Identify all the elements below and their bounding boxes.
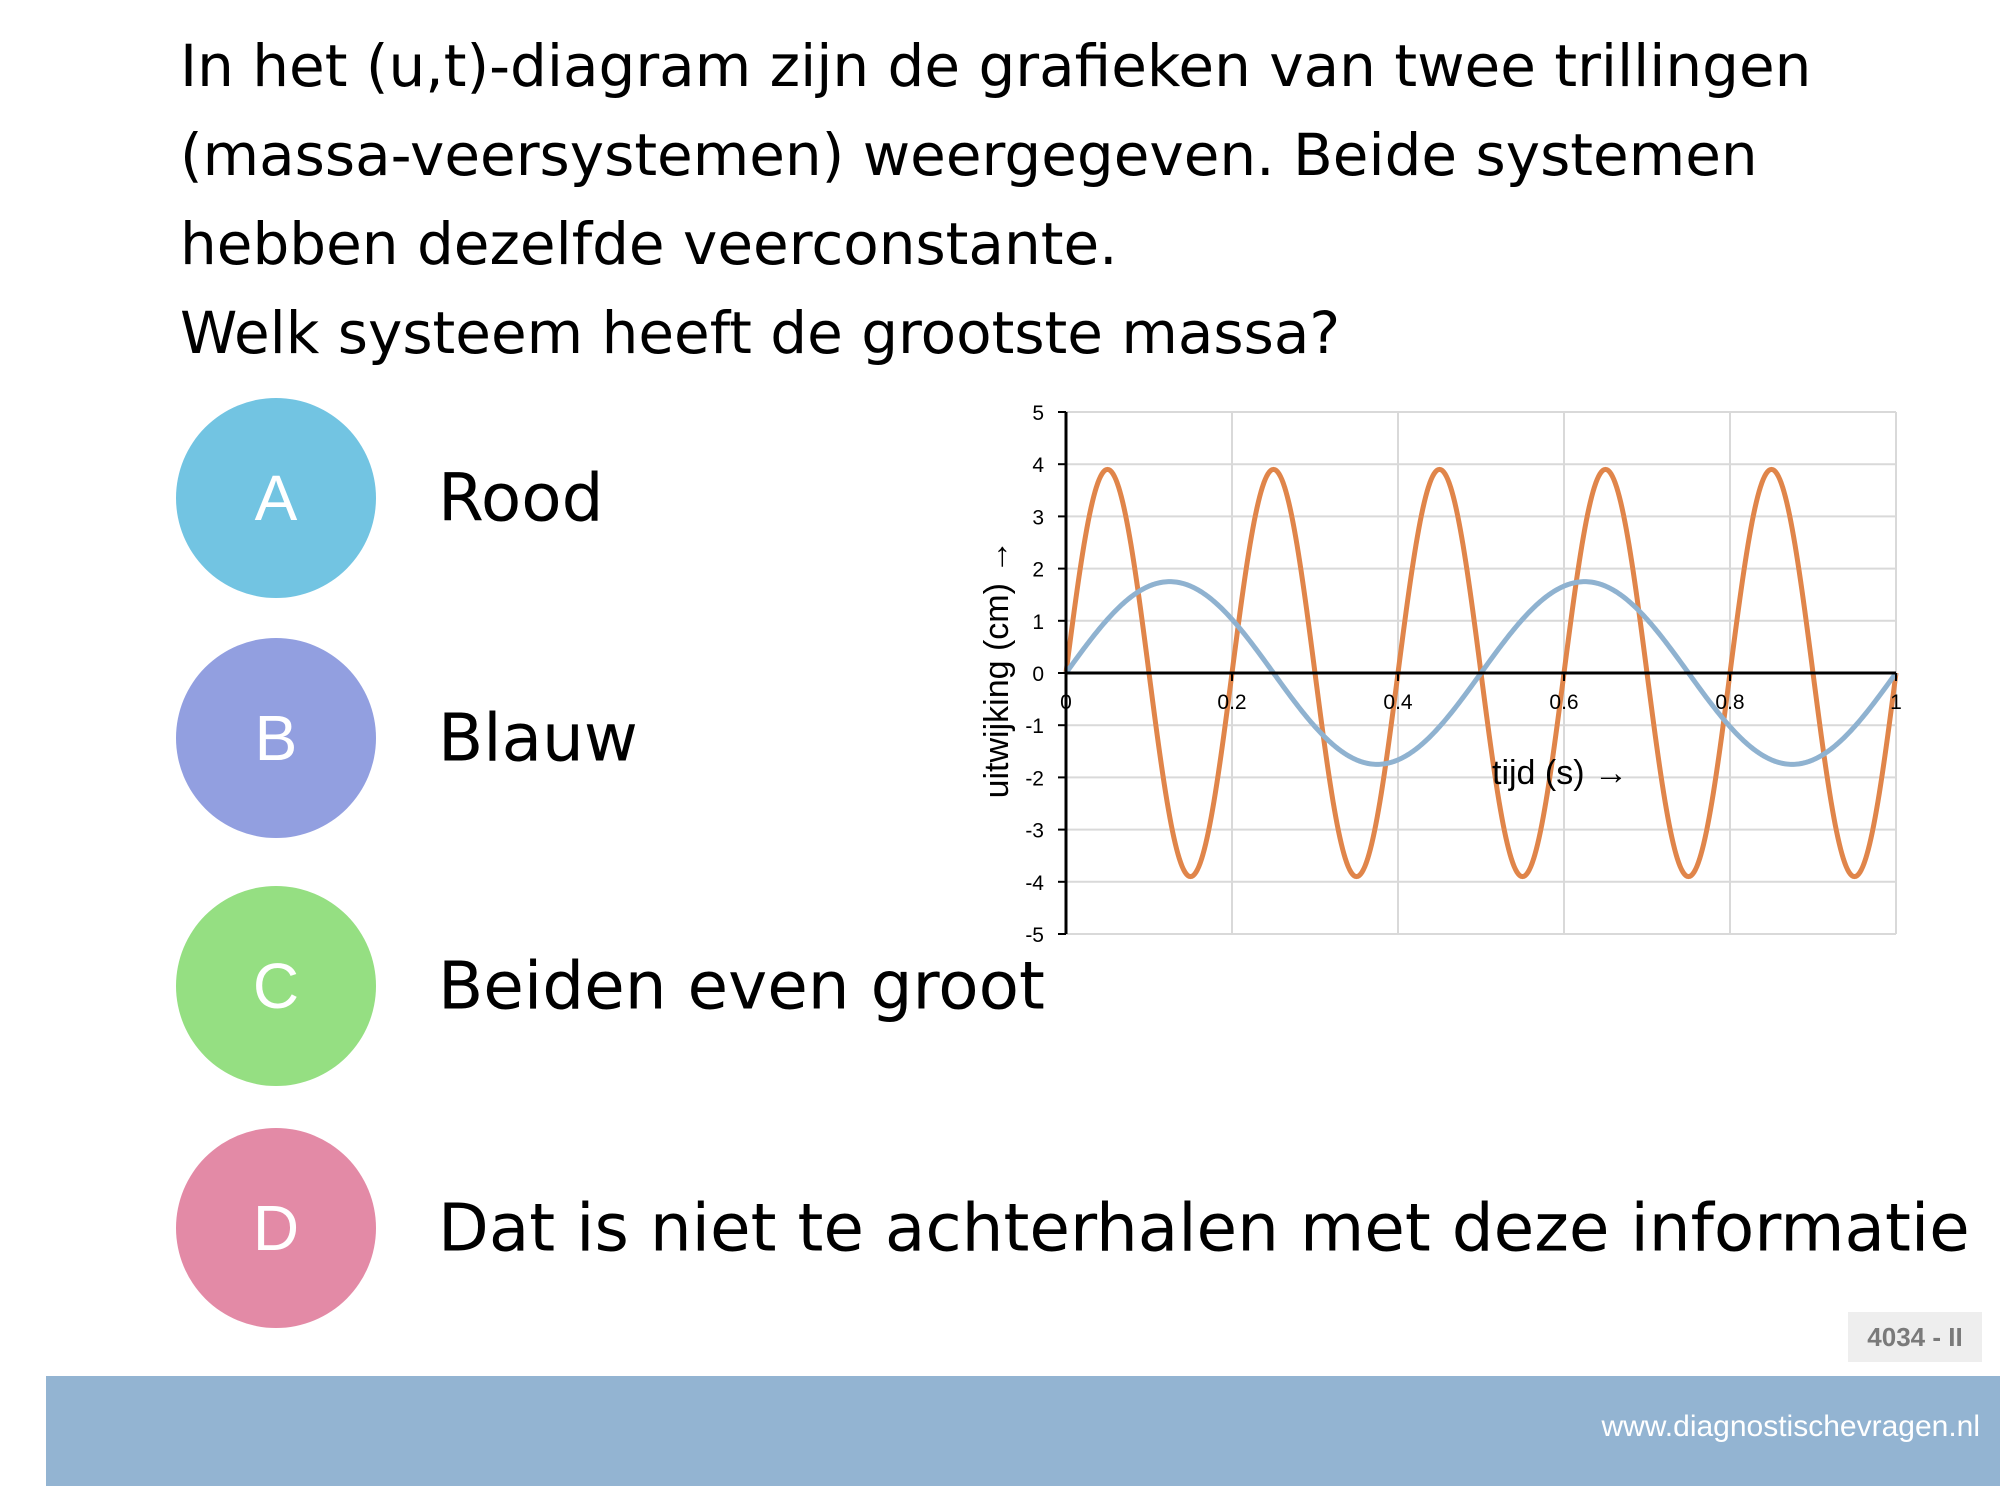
x-tick-label: 0.2 (1217, 691, 1247, 714)
y-tick-label: 5 (1032, 402, 1044, 425)
question-intro: In het (u,t)-diagram zijn de grafieken van twee trillingen (massa-veersystemen) weergegeven. Beide systemen hebben dezelfde veerconstante. (180, 32, 1812, 278)
y-tick-label: 4 (1032, 454, 1044, 478)
option-b-circle[interactable]: B (176, 638, 376, 838)
option-a-label: Rood (438, 459, 604, 537)
y-tick-label: 0 (1032, 663, 1044, 686)
y-tick-label: -5 (1025, 924, 1044, 947)
y-tick-label: 2 (1032, 558, 1044, 582)
x-tick-label: 0.4 (1383, 691, 1413, 714)
question-text (180, 22, 1960, 378)
y-tick-label: -4 (1025, 871, 1044, 895)
y-tick-label: -1 (1025, 715, 1044, 739)
option-d[interactable] (176, 1128, 1976, 1328)
question-id-badge: 4034 - II (1848, 1312, 1982, 1362)
option-d-label: Dat is niet te achterhalen met deze informatie (438, 1189, 1970, 1267)
ut-diagram (960, 396, 1960, 956)
x-tick-label: 0 (1060, 691, 1072, 714)
x-tick-label: 0.6 (1549, 691, 1579, 714)
y-tick-label: 1 (1032, 610, 1044, 634)
x-tick-label: 0.8 (1715, 691, 1745, 714)
option-c-label: Beiden even groot (438, 947, 1045, 1025)
question-prompt: Welk systeem heeft de grootste massa? (180, 299, 1341, 367)
y-tick-label: 3 (1032, 506, 1044, 530)
option-a-circle[interactable]: A (176, 398, 376, 598)
y-tick-label: -3 (1025, 819, 1044, 843)
option-c-circle[interactable]: C (176, 886, 376, 1086)
x-axis-label: tijd (s) → (1492, 754, 1628, 792)
y-axis-label: uitwijking (cm) → (978, 539, 1016, 799)
x-tick-label: 1 (1890, 691, 1902, 714)
option-d-circle[interactable]: D (176, 1128, 376, 1328)
y-tick-label: -2 (1025, 767, 1044, 791)
footer-url: www.diagnostischevragen.nl (1601, 1410, 1980, 1443)
option-b-label: Blauw (438, 699, 638, 777)
footer-bar (46, 1376, 2000, 1486)
